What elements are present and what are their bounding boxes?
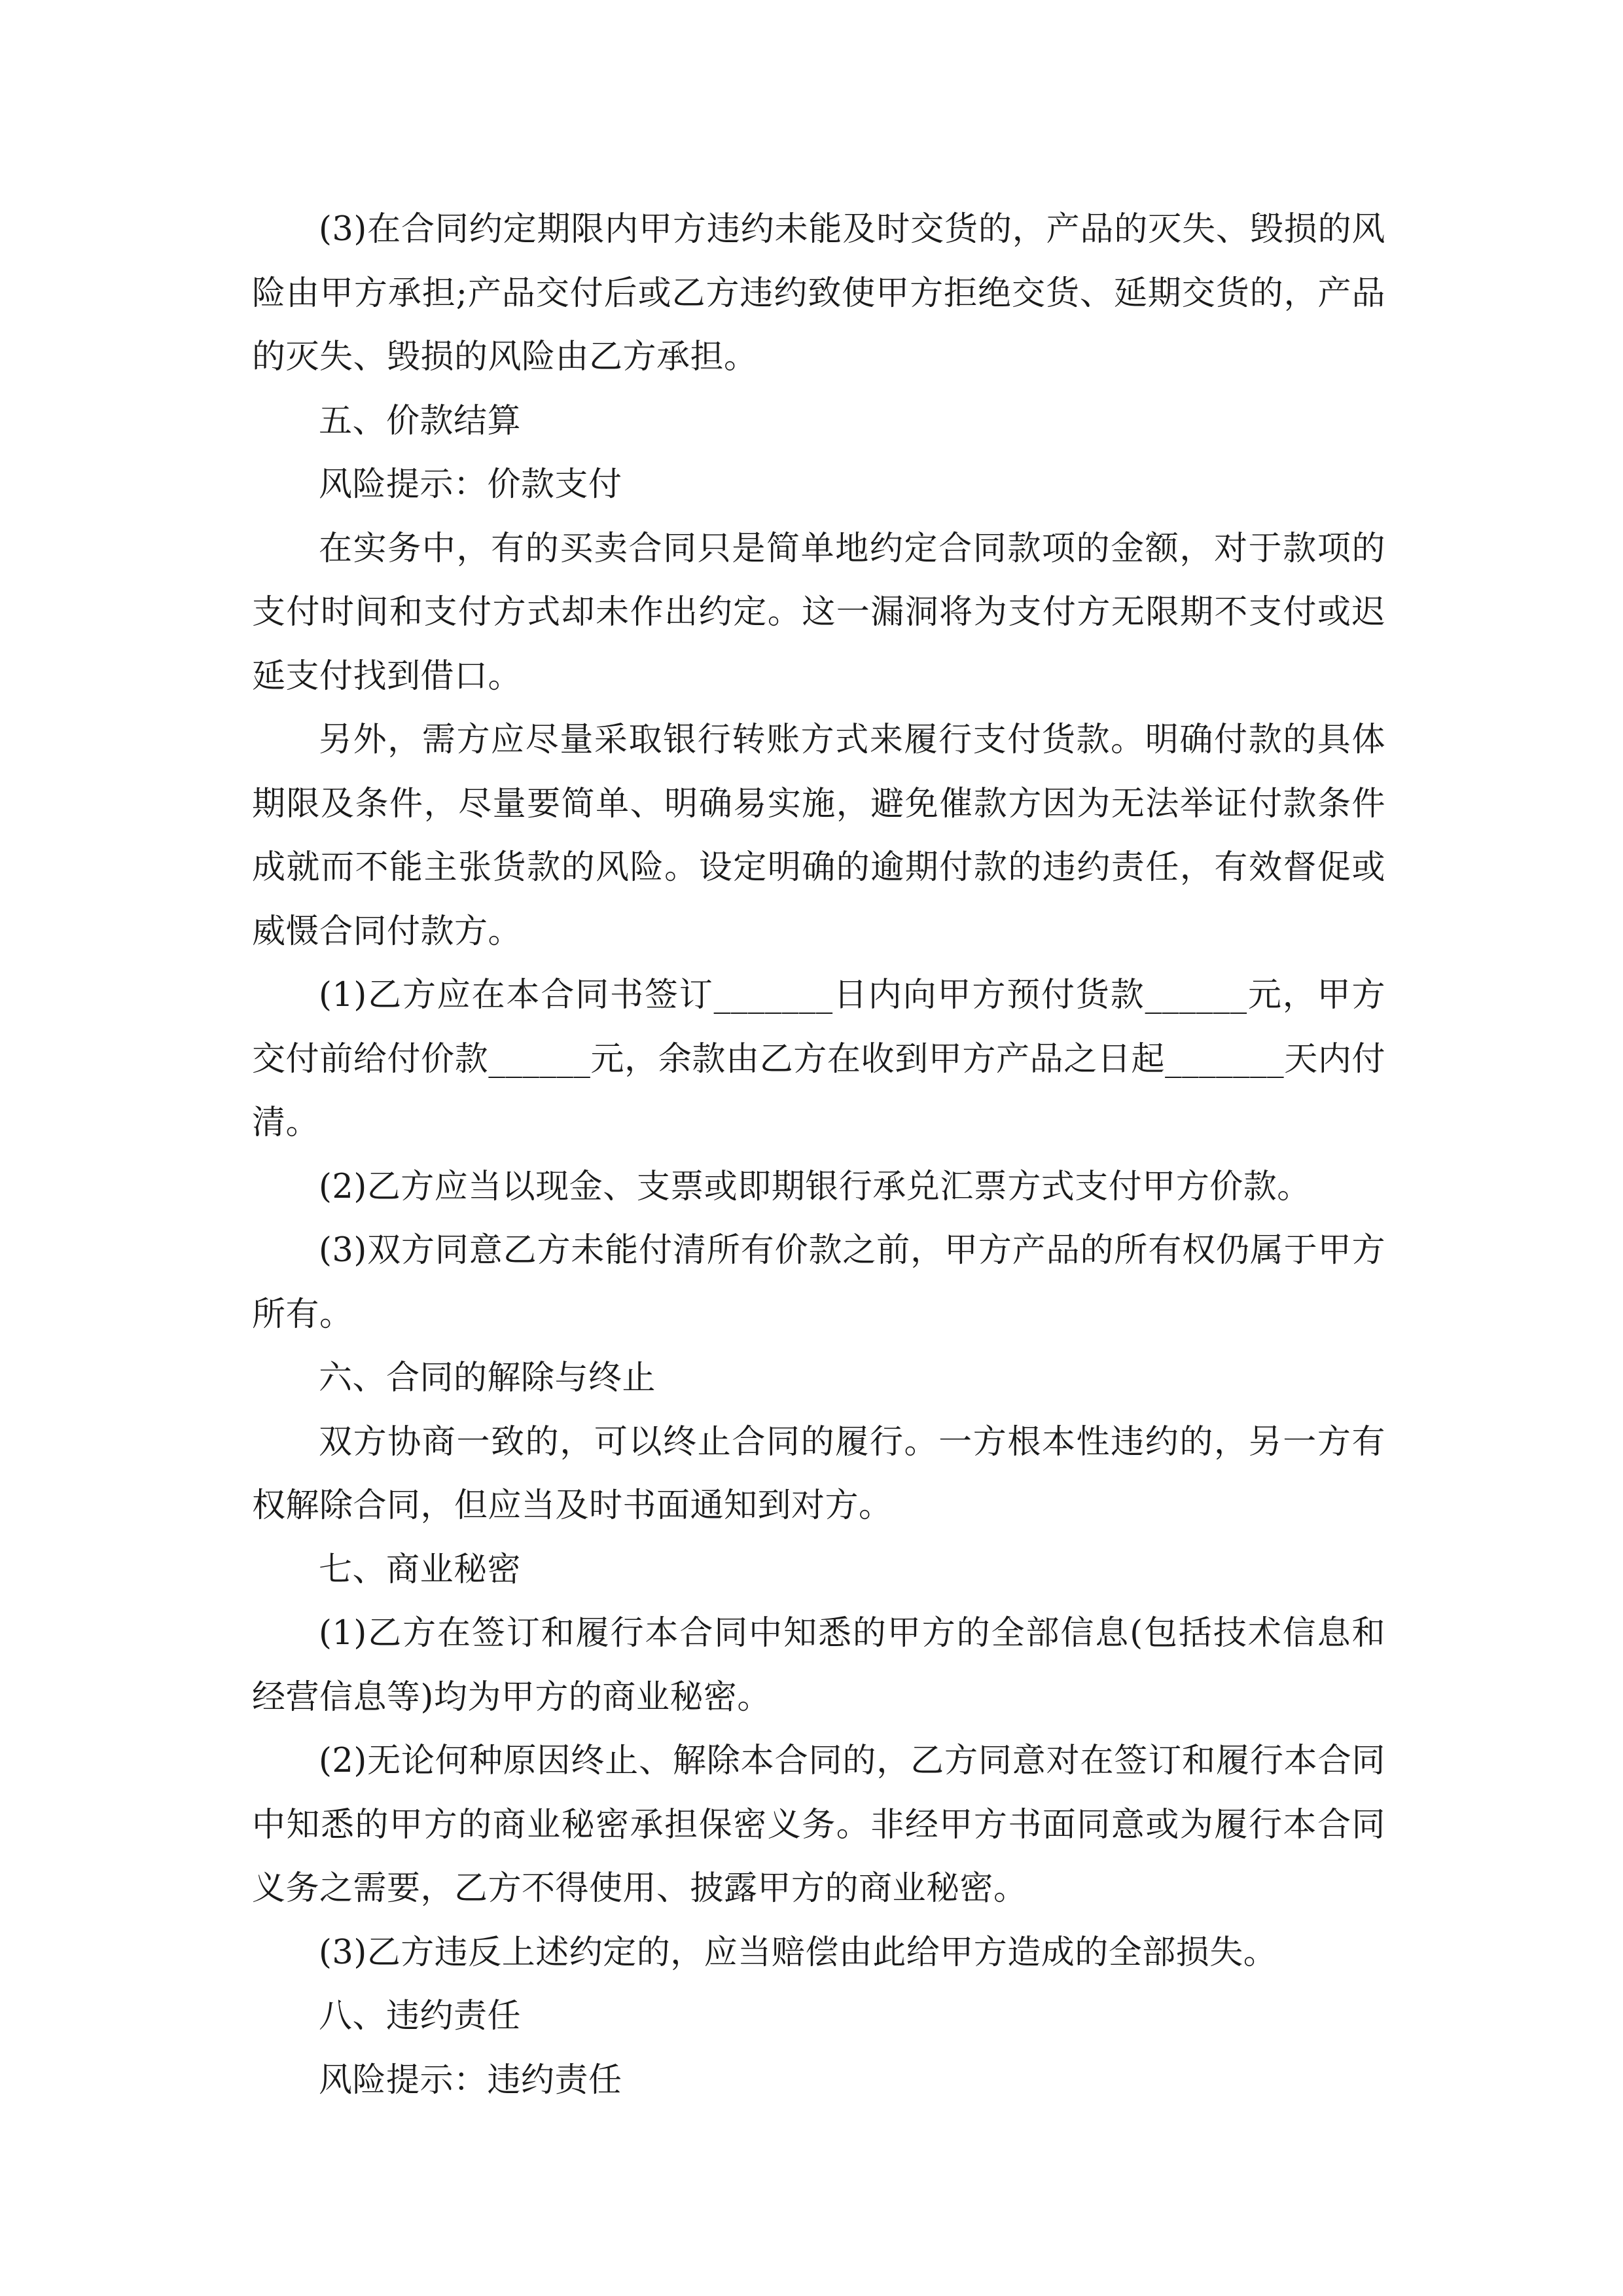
clause-5-3-ownership: (3)双方同意乙方未能付清所有价款之前，甲方产品的所有权仍属于甲方所有。 — [252, 1231, 1385, 1334]
section-5-heading: 五、价款结算 — [319, 401, 522, 440]
document-body — [252, 198, 1385, 2112]
clause-7-1-secrets: (1)乙方在签订和履行本合同中知悉的甲方的全部信息(包括技术信息和经营信息等)均为甲方的商业秘密。 — [252, 1614, 1385, 1717]
clause-7-3-compensation: (3)乙方违反上述约定的，应当赔偿由此给甲方造成的全部损失。 — [319, 1933, 1277, 1972]
risk-tip-liability: 风险提示：违约责任 — [319, 2060, 622, 2100]
paragraph-practice: 在实务中，有的买卖合同只是简单地约定合同款项的金额，对于款项的支付时间和支付方式却未作出约定。这一漏洞将为支付方无限期不支付或迟延支付找到借口。 — [252, 529, 1385, 696]
section-6-heading: 六、合同的解除与终止 — [319, 1359, 656, 1397]
section-8-heading: 八、违约责任 — [319, 1997, 522, 2036]
paragraph-termination: 双方协商一致的，可以终止合同的履行。一方根本性违约的，另一方有权解除合同，但应当及时书面通知到对方。 — [252, 1422, 1385, 1525]
clause-3-risk-of-loss: (3)在合同约定期限内甲方违约未能及时交货的，产品的灭失、毁损的风险由甲方承担;产品交付后或乙方违约致使甲方拒绝交货、延期交货的，产品的灭失、毁损的风险由乙方承担。 — [252, 210, 1385, 376]
risk-tip-payment: 风险提示：价款支付 — [319, 465, 622, 504]
clause-5-2-payment-method: (2)乙方应当以现金、支票或即期银行承兑汇票方式支付甲方价款。 — [319, 1167, 1311, 1206]
clause-5-1-prepayment: (1)乙方应在本合同书签订_______日内向甲方预付货款______元，甲方交付前给付价款______元，余款由乙方在收到甲方产品之日起_______天内付清。 — [252, 976, 1385, 1142]
clause-7-2-confidentiality: (2)无论何种原因终止、解除本合同的，乙方同意对在签订和履行本合同中知悉的甲方的商业秘密承担保密义务。非经甲方书面同意或为履行本合同义务之需要，乙方不得使用、披露甲方的商业秘密。 — [252, 1742, 1385, 1908]
section-7-heading: 七、商业秘密 — [319, 1550, 522, 1589]
paragraph-additional: 另外，需方应尽量采取银行转账方式来履行支付货款。明确付款的具体期限及条件，尽量要简单、明确易实施，避免催款方因为无法举证付款条件成就而不能主张货款的风险。设定明确的逾期付款的违约责任，有效督促或威慑合同付款方。 — [252, 721, 1385, 951]
